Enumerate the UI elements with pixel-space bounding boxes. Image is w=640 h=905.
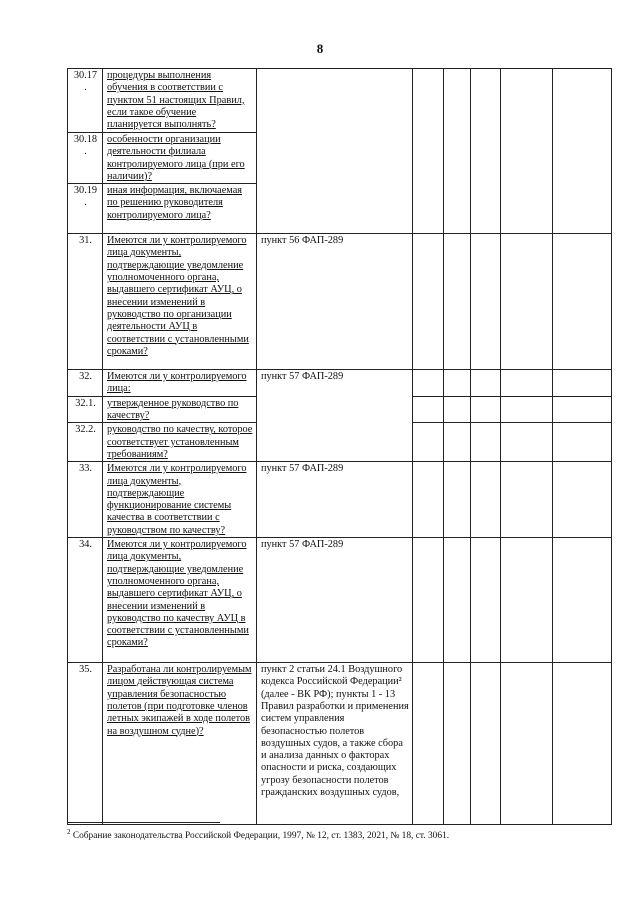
table-row [68, 538, 612, 663]
answer-no-cell [444, 538, 471, 663]
row-number: 30.19 . [68, 184, 103, 234]
notes-cell [553, 370, 612, 397]
answer-cell [501, 423, 553, 462]
notes-cell [553, 462, 612, 538]
answer-na-cell [471, 538, 501, 663]
notes-cell [553, 396, 612, 423]
answer-cell [501, 69, 553, 234]
answer-no-cell [444, 396, 471, 423]
reference-cell: пункт 57 ФАП-289 [257, 538, 413, 663]
answer-cell [501, 462, 553, 538]
answer-yes-cell [413, 462, 444, 538]
answer-yes-cell [413, 423, 444, 462]
row-number: 33. [68, 462, 103, 538]
answer-no-cell [444, 462, 471, 538]
answer-cell [501, 663, 553, 825]
answer-no-cell [444, 663, 471, 825]
answer-na-cell [471, 234, 501, 370]
table-row [68, 69, 612, 133]
reference-cell: пункт 2 статьи 24.1 Воздушного кодекса Российской Федерации² (далее - ВК РФ); пункты 1 - 13 Правил разработки и применения систем управления безопасностью полетов воздушных судов, а также сбора и анализа данных о факторах опасности и риска, создающих угрозу безопасности полетов гражданских воздушных судов, [257, 663, 413, 825]
answer-na-cell [471, 69, 501, 234]
notes-cell [553, 69, 612, 234]
notes-cell [553, 538, 612, 663]
answer-cell [501, 234, 553, 370]
table-row [68, 462, 612, 538]
question-cell: Имеются ли у контролируемого лица: [103, 370, 257, 397]
question-cell: Имеются ли у контролируемого лица документы, подтверждающие уведомление уполномоченного органа, выдавшего сертификат АУЦ, о внесении изменений в руководство по организации деятельности АУЦ в соответствии с установленными сроками? [103, 234, 257, 370]
question-cell: Разработана ли контролируемым лицом действующая система управления безопасностью полетов (при подготовке членов летных экипажей в ходе полетов на воздушном судне)? [103, 663, 257, 825]
footnote [67, 828, 627, 841]
answer-na-cell [471, 396, 501, 423]
question-cell: Имеются ли у контролируемого лица документы, подтверждающие функционирование системы качества в соответствии с руководством по качеству? [103, 462, 257, 538]
question-cell: особенности организации деятельности филиала контролируемого лица (при его наличии)? [103, 133, 257, 184]
answer-na-cell [471, 423, 501, 462]
answer-cell [501, 370, 553, 397]
answer-yes-cell [413, 396, 444, 423]
answer-na-cell [471, 663, 501, 825]
answer-na-cell [471, 370, 501, 397]
row-number: 34. [68, 538, 103, 663]
question-cell: иная информация, включаемая по решению руководителя контролируемого лица? [103, 184, 257, 234]
answer-yes-cell [413, 538, 444, 663]
reference-cell: пункт 57 ФАП-289 [257, 462, 413, 538]
question-cell: руководство по качеству, которое соответствует установленным требованиям? [103, 423, 257, 462]
reference-cell [257, 69, 413, 234]
answer-no-cell [444, 234, 471, 370]
notes-cell [553, 423, 612, 462]
notes-cell [553, 234, 612, 370]
answer-yes-cell [413, 69, 444, 234]
row-number: 30.17 . [68, 69, 103, 133]
answer-na-cell [471, 462, 501, 538]
question-cell: Имеются ли у контролируемого лица документы, подтверждающие уведомление уполномоченного органа, выдавшего сертификат АУЦ, о внесении изменений в руководство по качеству АУЦ в соответствии с установленными сроками? [103, 538, 257, 663]
answer-no-cell [444, 69, 471, 234]
answer-cell [501, 396, 553, 423]
row-number: 30.18 . [68, 133, 103, 184]
answer-no-cell [444, 370, 471, 397]
row-number: 32.2. [68, 423, 103, 462]
answer-yes-cell [413, 663, 444, 825]
footnote-text: Собрание законодательства Российской Федерации, 1997, № 12, ст. 1383, 2021, № 18, ст. 3061. [72, 831, 450, 842]
row-number: 32.1. [68, 396, 103, 423]
table-row [68, 370, 612, 397]
row-number: 32. [68, 370, 103, 397]
answer-no-cell [444, 423, 471, 462]
page-number: 8 [316, 41, 324, 56]
table-row [68, 234, 612, 370]
answer-cell [501, 538, 553, 663]
table-row [68, 663, 612, 825]
checklist-table [67, 68, 612, 825]
footnote-mark: 2 [67, 828, 71, 836]
question-cell: утвержденное руководство по качеству? [103, 396, 257, 423]
answer-yes-cell [413, 234, 444, 370]
question-cell: процедуры выполнения обучения в соответствии с пунктом 51 настоящих Правил, если такое обучение планируется выполнять? [103, 69, 257, 133]
reference-cell: пункт 57 ФАП-289 [257, 370, 413, 462]
notes-cell [553, 663, 612, 825]
row-number: 31. [68, 234, 103, 370]
answer-yes-cell [413, 370, 444, 397]
footnote-divider [67, 822, 220, 823]
reference-cell: пункт 56 ФАП-289 [257, 234, 413, 370]
row-number: 35. [68, 663, 103, 825]
